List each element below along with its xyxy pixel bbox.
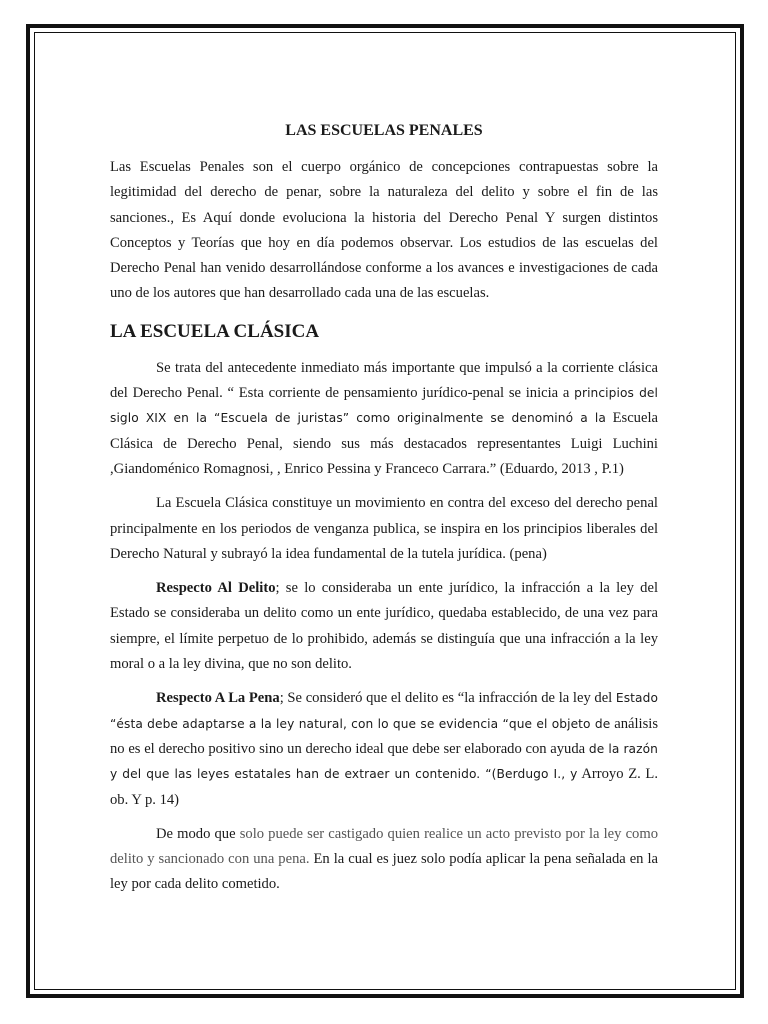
paragraph-text: En la cual es juez solo podía aplicar la pena señalada en la ley por cada delito cometido. [110, 851, 659, 893]
paragraph-respecto-pena [110, 686, 658, 812]
paragraph-text-quote: Estado “ésta debe adaptarse a la ley natural, con lo que se evidencia “que el objeto de [110, 691, 658, 731]
paragraph-text: ; se lo consideraba un ente jurídico, la infracción a la ley del Estado se consideraba un delito como un ente jurídico, quedaba establecido, de una vez para siempre, el límite perpetuo de lo prohibido, además se distinguía que una infracción a la ley moral o a la ley divina, que no son delito. [110, 580, 659, 673]
document-body [110, 118, 658, 907]
paragraph-respecto-delito [110, 576, 658, 677]
bold-label-pena: Respecto A La Pena [156, 690, 280, 707]
bold-label-delito: Respecto Al Delito [156, 580, 276, 597]
paragraph-text: Se trata del antecedente inmediato más importante que impulsó a la corriente clásica del Derecho Penal. “ Esta corriente de pensamiento jurídico-penal se inicia a [110, 359, 658, 402]
paragraph-text-quote: principios del siglo XIX en la “Escuela de juristas” como originalmente se denominó a la [110, 386, 658, 426]
paragraph-text: análisis no es el derecho positivo sino un derecho ideal que debe ser elaborado con ayuda [110, 715, 658, 757]
document-title: LAS ESCUELAS PENALES [285, 122, 483, 139]
paragraph-text-quote: de la razón y del que las leyes estatales han de extraer un contenido. “(Berdugo I., y [110, 741, 658, 782]
paragraph-text: Escuela Clásica de Derecho Penal, siendo sus más destacados representantes Luigi Luchini ,Giandoménico Romagnosi, , Enrico Pessina y Franceco Carrara.” (Eduardo, 2013 , P.1) [110, 410, 658, 477]
paragraph-text: Arroyo Z. L. ob. Y p. 14) [110, 766, 658, 808]
paragraph-de-modo-que [110, 822, 658, 898]
paragraph-text-grey: solo puede ser castigado quien realice un acto previsto por la ley como delito y sancionado con una pena. [110, 825, 658, 868]
paragraph-antecedente [110, 356, 658, 482]
intro-paragraph: Las Escuelas Penales son el cuerpo orgánico de concepciones contrapuestas sobre la legitimidad del derecho de penar, sobre la naturaleza del delito y sobre el fin de las sanciones., Es Aquí donde evoluciona la historia del Derecho Penal Y surgen distintos Conceptos y Teorías que hoy en día podemos observar. Los estudios de las escuelas del Derecho Penal han venido desarrollándose conforme a los avances e investigaciones de cada uno de los autores que han desarrollado cada una de las escuelas. [110, 159, 658, 302]
paragraph-movimiento: La Escuela Clásica constituye un movimiento en contra del exceso del derecho penal principalmente en los periodos de venganza publica, se inspira en los principios liberales del Derecho Natural y subrayó la idea fundamental de la tutela jurídica. (pena) [110, 495, 658, 562]
paragraph-text: ; Se consideró que el delito es “la infracción de la ley del [279, 690, 616, 707]
paragraph-text: De modo que [156, 825, 240, 842]
section-heading-escuela-clasica: LA ESCUELA CLÁSICA [110, 320, 320, 342]
